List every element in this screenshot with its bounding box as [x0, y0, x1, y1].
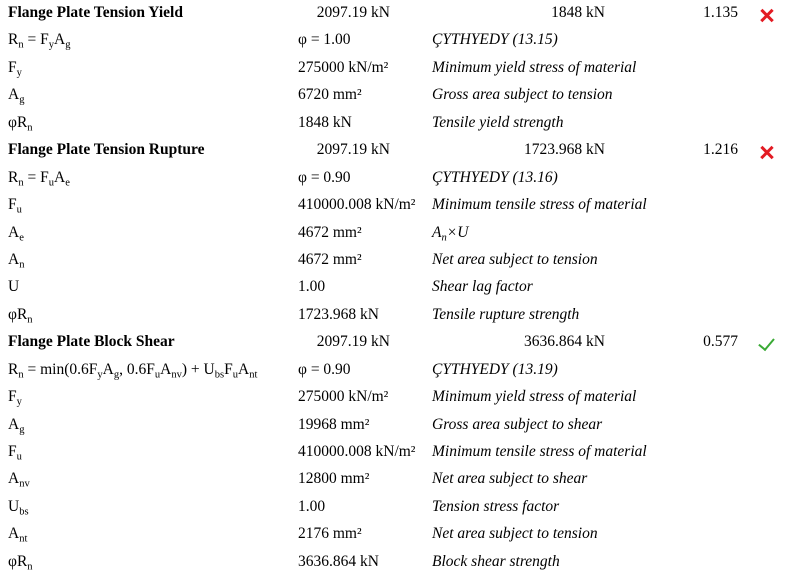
text-segment: Gross area subject to shear	[432, 415, 603, 433]
subscript-text: u	[48, 176, 54, 188]
row-value: 4672 mm²	[298, 223, 362, 241]
row-label	[8, 250, 298, 270]
row-value: 4672 mm²	[298, 250, 362, 268]
text-segment: F	[224, 360, 233, 378]
text-segment: φR	[8, 552, 28, 570]
row-description	[432, 387, 784, 407]
subscript-text: u	[232, 369, 238, 381]
subscript-text: n	[18, 39, 24, 51]
table-row	[8, 415, 784, 442]
subscript-text: nv	[19, 478, 30, 490]
subscript-text: y	[16, 67, 22, 79]
text-segment: Minimum tensile stress of material	[432, 196, 647, 214]
text-segment: F	[8, 196, 17, 214]
text-segment: = F	[23, 168, 49, 186]
text-segment: Tensile yield strength	[432, 113, 564, 131]
text-segment: A	[8, 525, 20, 543]
text-segment: U	[8, 497, 20, 515]
table-row	[8, 552, 784, 579]
text-segment: Net area subject to shear	[432, 470, 588, 488]
subscript-text: y	[48, 39, 54, 51]
subscript-text: u	[16, 204, 22, 216]
text-segment: Gross area subject to tension	[432, 86, 613, 104]
text-segment: R	[8, 168, 19, 186]
row-description	[432, 113, 784, 133]
ratio-value: 1.216	[703, 141, 738, 159]
row-description	[432, 223, 784, 243]
subscript-text: nt	[19, 533, 28, 545]
text-segment: F	[8, 58, 17, 76]
check-mark-icon	[758, 334, 775, 351]
row-description	[432, 85, 784, 105]
subscript-text: nt	[249, 369, 258, 381]
row-label	[8, 552, 298, 572]
section-header-row	[8, 140, 784, 167]
row-value: 410000.008 kN/m²	[298, 443, 416, 460]
status-cell	[738, 332, 784, 356]
row-description	[432, 524, 784, 544]
row-description	[432, 195, 784, 215]
row-label	[8, 360, 298, 380]
table-row	[8, 168, 784, 195]
row-value: φ = 0.90	[298, 360, 351, 378]
row-description	[432, 250, 784, 270]
capacity-value: 1848 kN	[551, 4, 605, 21]
section-header-row	[8, 332, 784, 359]
subscript-text: n	[27, 122, 33, 134]
check-section	[8, 140, 784, 332]
row-label	[8, 113, 298, 133]
text-segment: ÇYTHYEDY (13.19)	[432, 360, 558, 378]
text-segment: φR	[8, 305, 28, 323]
row-description	[432, 360, 784, 380]
section-title: Flange Plate Tension Yield	[8, 4, 183, 21]
text-segment: ) + U	[181, 360, 215, 378]
text-segment: A	[8, 86, 20, 104]
subscript-text: y	[97, 369, 103, 381]
row-label	[8, 415, 298, 435]
capacity-value: 3636.864 kN	[524, 333, 605, 351]
row-description	[432, 469, 784, 489]
text-segment: ×U	[446, 223, 469, 241]
text-segment: A	[54, 168, 66, 186]
text-segment: U	[8, 278, 20, 296]
table-row	[8, 277, 784, 304]
text-segment: A	[54, 31, 66, 49]
row-label	[8, 442, 298, 462]
row-label	[8, 223, 298, 243]
row-value: 1.00	[298, 497, 326, 515]
subscript-text: u	[154, 369, 161, 381]
table-row	[8, 360, 784, 387]
text-segment: Block shear strength	[432, 552, 560, 570]
text-segment: R	[8, 31, 19, 49]
row-label	[8, 85, 298, 105]
text-segment: ÇYTHYEDY (13.16)	[432, 168, 558, 186]
ratio-value: 1.135	[703, 4, 738, 21]
row-label	[8, 524, 298, 544]
text-segment: Minimum yield stress of material	[432, 388, 637, 406]
table-row	[8, 195, 784, 222]
status-cell	[738, 140, 784, 164]
text-segment: A	[160, 360, 172, 378]
table-row	[8, 524, 784, 551]
status-cell	[738, 3, 784, 27]
subscript-text: bs	[19, 506, 29, 518]
row-description	[432, 58, 784, 78]
subscript-text: bs	[214, 369, 225, 381]
table-row	[8, 85, 784, 112]
text-segment: F	[8, 443, 17, 460]
subscript-text: n	[19, 259, 25, 271]
row-value: 1848 kN	[298, 113, 352, 131]
row-value: 275000 kN/m²	[298, 58, 389, 76]
table-row	[8, 113, 784, 140]
subscript-text: g	[65, 39, 71, 51]
subscript-text: n	[441, 231, 447, 243]
row-description	[432, 277, 784, 297]
row-value: 19968 mm²	[298, 415, 370, 433]
ratio-value: 0.577	[703, 333, 738, 351]
row-label	[8, 469, 298, 489]
text-segment: ÇYTHYEDY (13.15)	[432, 31, 558, 49]
table-row	[8, 442, 784, 469]
row-label	[8, 305, 298, 325]
demand-value: 2097.19 kN	[316, 333, 390, 351]
row-value: 275000 kN/m²	[298, 388, 389, 406]
text-segment: Shear lag factor	[432, 278, 533, 296]
row-value: 3636.864 kN	[298, 552, 379, 570]
subscript-text: u	[16, 451, 22, 463]
row-value: 6720 mm²	[298, 86, 362, 104]
text-segment: Net area subject to tension	[432, 525, 598, 543]
table-row	[8, 250, 784, 277]
section-title: Flange Plate Block Shear	[8, 333, 175, 351]
row-description	[432, 497, 784, 517]
subscript-text: y	[16, 396, 22, 408]
text-segment: A	[8, 223, 20, 241]
check-section	[8, 3, 784, 140]
row-label	[8, 30, 298, 50]
row-label	[8, 387, 298, 407]
subscript-text: g	[19, 423, 25, 435]
text-segment: A	[8, 250, 20, 268]
subscript-text: n	[27, 314, 33, 326]
capacity-value: 1723.968 kN	[524, 141, 605, 159]
table-row	[8, 58, 784, 85]
table-row	[8, 30, 784, 57]
row-value: φ = 0.90	[298, 168, 351, 186]
row-value: 12800 mm²	[298, 470, 370, 488]
text-segment: A	[432, 223, 442, 241]
demand-value: 2097.19 kN	[316, 4, 390, 21]
row-label	[8, 195, 298, 215]
subscript-text: g	[113, 369, 120, 381]
text-segment: A	[8, 415, 20, 433]
text-segment: Tension stress factor	[432, 497, 560, 515]
row-label	[8, 277, 298, 297]
text-segment: = F	[23, 31, 49, 49]
row-value: 1723.968 kN	[298, 305, 379, 323]
check-section	[8, 332, 784, 579]
section-header-row	[8, 3, 784, 30]
subscript-text: nv	[171, 369, 182, 381]
row-label	[8, 497, 298, 517]
table-row	[8, 223, 784, 250]
row-description	[432, 552, 784, 572]
x-mark-icon	[759, 7, 775, 23]
table-row	[8, 387, 784, 414]
demand-value: 2097.19 kN	[316, 141, 390, 159]
subscript-text: e	[19, 231, 24, 243]
row-value: 1.00	[298, 278, 326, 296]
table-row	[8, 305, 784, 332]
text-segment: A	[8, 470, 20, 488]
text-segment: A	[102, 360, 114, 378]
row-description	[432, 415, 784, 435]
subscript-text: g	[19, 94, 25, 106]
row-description	[432, 168, 784, 188]
table-row	[8, 497, 784, 524]
row-label	[8, 58, 298, 78]
row-description	[432, 442, 784, 462]
row-description	[432, 305, 784, 325]
text-segment: Minimum yield stress of material	[432, 58, 637, 76]
table-row	[8, 469, 784, 496]
text-segment: R	[8, 360, 19, 378]
text-segment: , 0.6F	[119, 360, 155, 378]
row-value: φ = 1.00	[298, 31, 351, 49]
subscript-text: n	[27, 561, 33, 573]
text-segment: = min(0.6F	[23, 360, 98, 378]
row-value: 2176 mm²	[298, 525, 362, 543]
text-segment: Minimum tensile stress of material	[432, 443, 647, 460]
subscript-text: n	[18, 176, 24, 188]
text-segment: Tensile rupture strength	[432, 305, 580, 323]
text-segment: A	[237, 360, 250, 378]
row-value: 410000.008 kN/m²	[298, 196, 416, 214]
text-segment: F	[8, 388, 17, 406]
subscript-text: e	[65, 176, 70, 188]
text-segment: Net area subject to tension	[432, 250, 598, 268]
x-mark-icon	[759, 144, 775, 160]
text-segment: φR	[8, 113, 28, 131]
row-label	[8, 168, 298, 188]
subscript-text: n	[18, 369, 24, 381]
section-title: Flange Plate Tension Rupture	[8, 141, 205, 159]
row-description	[432, 30, 784, 50]
